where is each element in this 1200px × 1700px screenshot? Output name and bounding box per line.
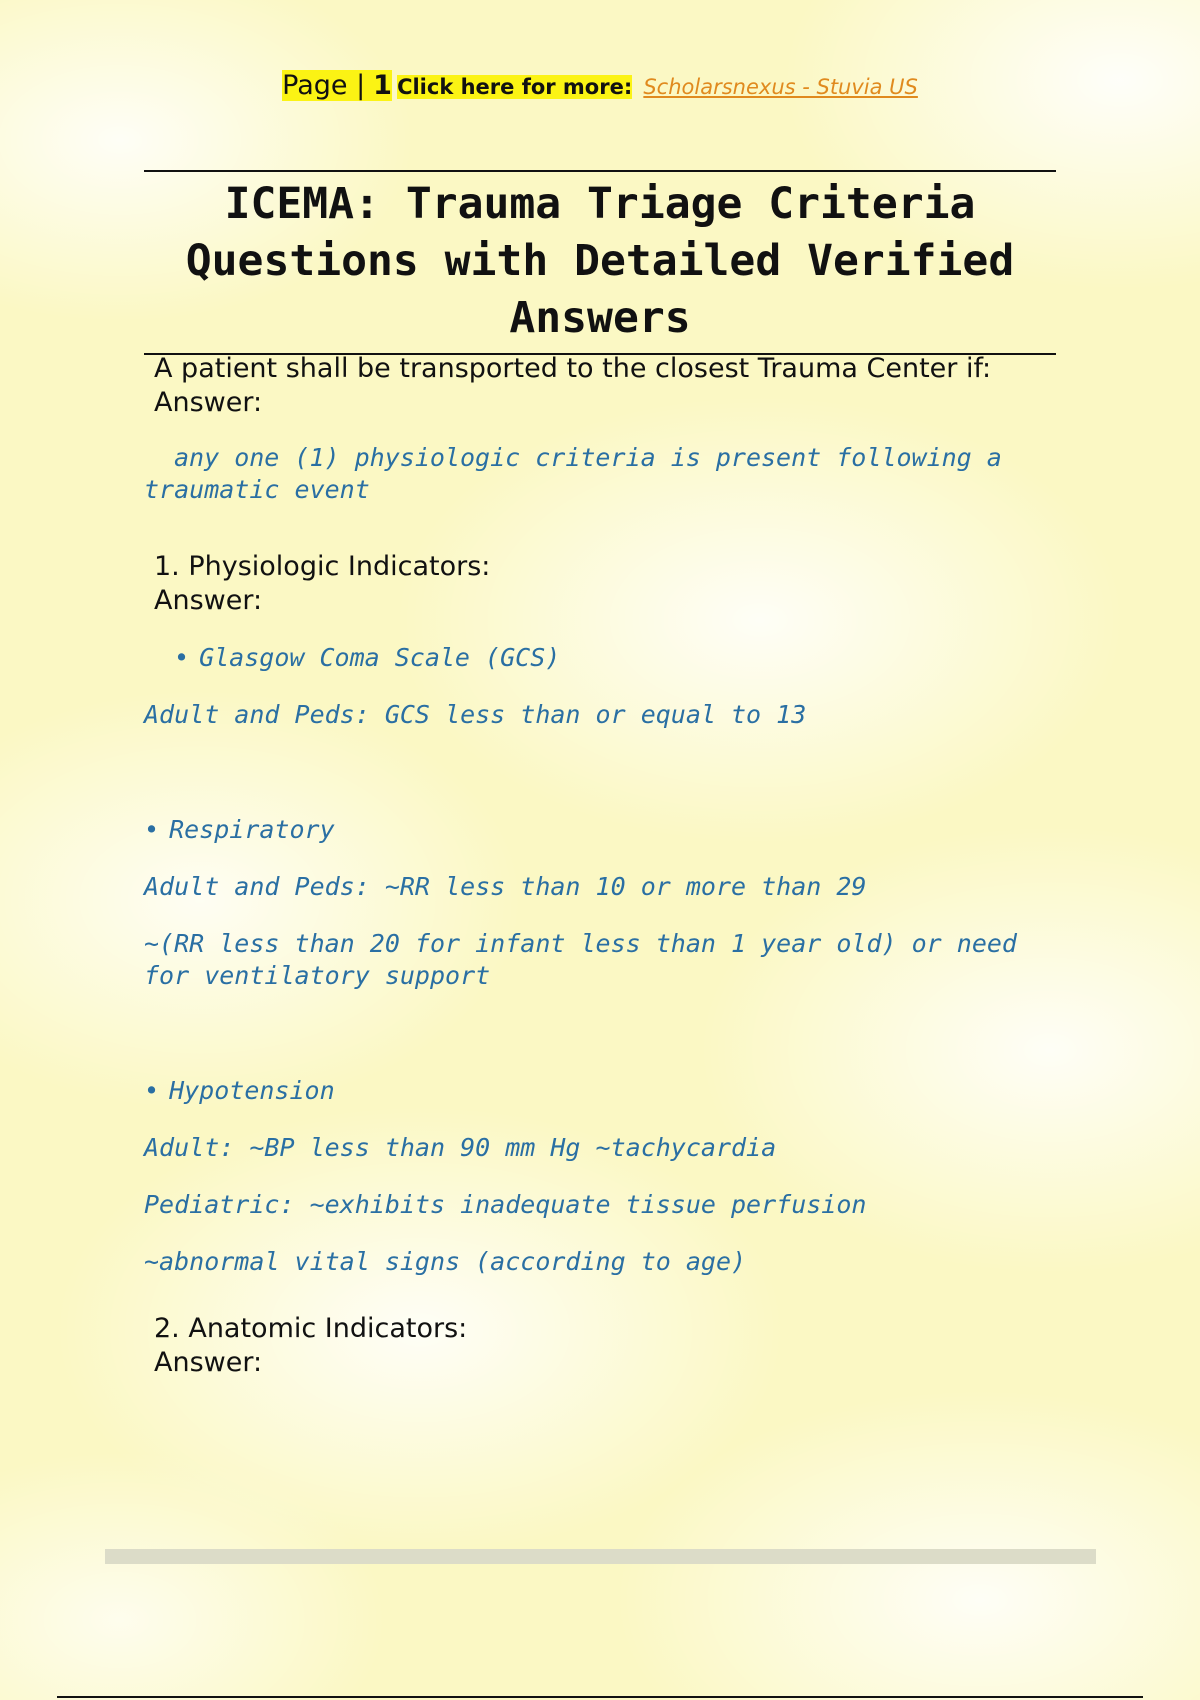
answer-label: Answer: [154,1347,263,1378]
answer-text: any one (1) physiologic criteria is present following a traumatic event [144,443,1002,504]
title-line: Questions with Detailed Verified [185,236,1015,286]
question-text: 1. Physiologic Indicators: [154,551,491,582]
question-text: 2. Anatomic Indicators: [154,1313,468,1344]
page-number: 1 [365,70,392,101]
answer-bullet-item: • Glasgow Coma Scale (GCS) [174,643,561,672]
answer-label: Answer: [154,585,263,616]
footer-rule [57,1696,1143,1698]
click-here-label: Click here for more: [397,75,633,99]
answer-line: Pediatric: ~exhibits inadequate tissue perfusion [144,1190,867,1219]
answer-line: Adult and Peds: GCS less than or equal to 13 [144,700,807,729]
bottom-divider-bar [105,1549,1096,1564]
answer-line: Adult: ~BP less than 90 mm Hg ~tachycardia [144,1133,777,1162]
answer-bullet-item: • Hypotension [144,1076,335,1105]
bullet-icon: • [174,643,190,672]
answer-line: ~abnormal vital signs (according to age) [144,1247,747,1276]
stuvia-link[interactable]: Scholarsnexus - Stuvia US [643,75,918,99]
document-title [144,170,1056,355]
question-text: A patient shall be transported to the closest Trauma Center if: [154,353,992,384]
answer-label: Answer: [154,387,263,418]
answer-list [144,642,1064,1278]
title-line: Answers [509,293,691,343]
answer-line: Adult and Peds: ~RR less than 10 or more than 29 [144,872,867,901]
bullet-icon: • [144,815,160,844]
answer-bullet-item: • Respiratory [144,815,335,844]
page-header [0,70,1200,101]
qa-content [144,352,1064,1380]
answer-line: ~(RR less than 20 for infant less than 1 year old) or need for ventilatory support [144,929,1017,990]
title-line: ICEMA: Trauma Triage Criteria [224,179,976,229]
page-label: Page | [282,70,366,101]
bullet-icon: • [144,1076,160,1105]
